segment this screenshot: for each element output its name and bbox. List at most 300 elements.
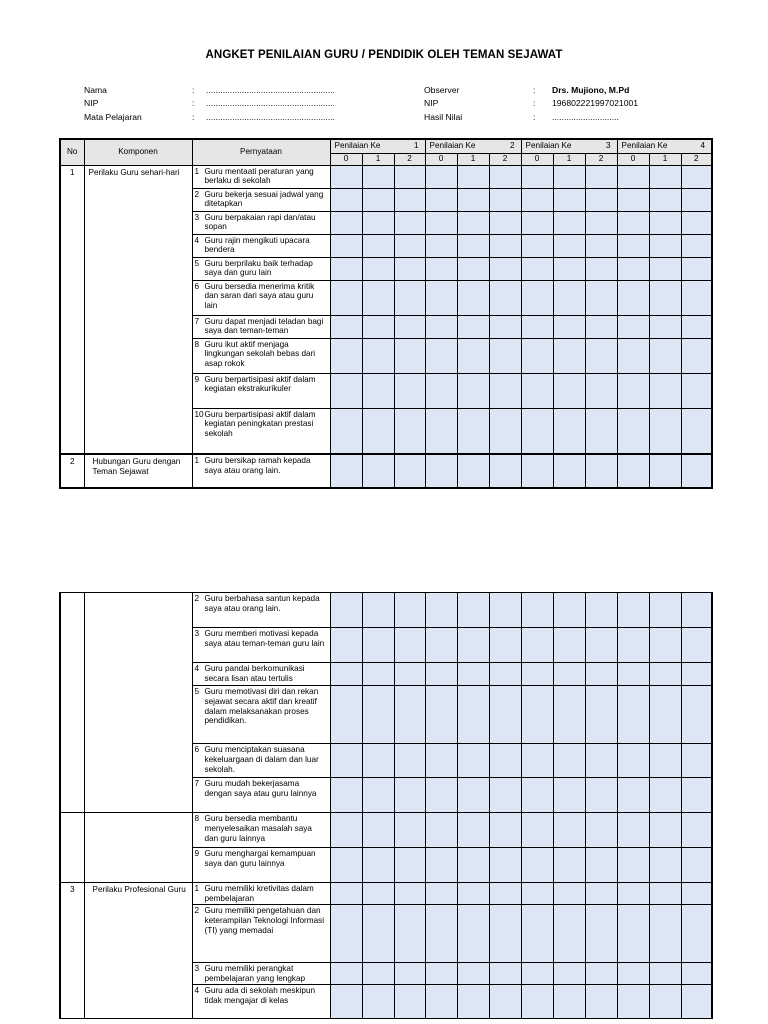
score-cell[interactable] [425, 963, 457, 985]
score-cell[interactable] [617, 188, 649, 211]
score-cell[interactable] [489, 188, 521, 211]
score-cell[interactable] [489, 686, 521, 744]
score-cell[interactable] [394, 628, 425, 663]
score-cell[interactable] [553, 257, 585, 280]
score-cell[interactable] [617, 408, 649, 454]
score-cell[interactable] [681, 188, 712, 211]
statement-text: Guru menciptakan suasana kekeluargaan di dalam dan luar sekolah. [204, 745, 319, 774]
score-cell[interactable] [394, 408, 425, 454]
score-cell[interactable] [553, 234, 585, 257]
score-cell[interactable] [553, 280, 585, 315]
score-cell[interactable] [425, 848, 457, 883]
score-cell[interactable] [585, 257, 617, 280]
statement-cell [192, 593, 330, 628]
table-row [60, 454, 712, 488]
score-cell[interactable] [617, 280, 649, 315]
statement-cell [192, 280, 330, 315]
score-cell[interactable] [330, 985, 362, 1019]
score-cell[interactable] [617, 663, 649, 686]
section-number: 1 [60, 165, 84, 454]
score-cell[interactable] [521, 663, 553, 686]
score-cell[interactable] [362, 663, 394, 686]
score-cell[interactable] [553, 408, 585, 454]
score-cell[interactable] [681, 593, 712, 628]
score-cell[interactable] [457, 744, 489, 778]
score-cell[interactable] [489, 985, 521, 1019]
score-cell[interactable] [330, 628, 362, 663]
score-cell[interactable] [394, 234, 425, 257]
score-cell[interactable] [425, 628, 457, 663]
score-cell[interactable] [394, 985, 425, 1019]
score-cell[interactable] [457, 257, 489, 280]
score-cell[interactable] [394, 813, 425, 848]
score-cell[interactable] [681, 408, 712, 454]
score-cell[interactable] [394, 257, 425, 280]
score-cell[interactable] [553, 454, 585, 488]
score-cell[interactable] [425, 373, 457, 408]
score-cell[interactable] [362, 848, 394, 883]
score-cell[interactable] [617, 257, 649, 280]
score-cell[interactable] [457, 883, 489, 905]
score-cell[interactable] [649, 280, 681, 315]
score-cell[interactable] [553, 905, 585, 963]
score-cell[interactable] [330, 165, 362, 188]
score-cell[interactable] [649, 813, 681, 848]
score-cell[interactable] [553, 593, 585, 628]
score-cell[interactable] [362, 373, 394, 408]
score-cell[interactable] [553, 848, 585, 883]
score-cell[interactable] [457, 593, 489, 628]
score-cell[interactable] [649, 985, 681, 1019]
score-cell[interactable] [681, 165, 712, 188]
score-cell[interactable] [425, 593, 457, 628]
score-cell[interactable] [330, 905, 362, 963]
score-cell[interactable] [330, 188, 362, 211]
score-cell[interactable] [362, 454, 394, 488]
score-cell[interactable] [362, 234, 394, 257]
score-cell[interactable] [425, 188, 457, 211]
score-cell[interactable] [617, 778, 649, 813]
score-cell[interactable] [489, 315, 521, 338]
score-cell[interactable] [521, 778, 553, 813]
score-cell[interactable] [489, 373, 521, 408]
score-cell[interactable] [649, 963, 681, 985]
score-cell[interactable] [330, 257, 362, 280]
statement-number: 4 [194, 664, 200, 673]
score-cell[interactable] [330, 454, 362, 488]
score-cell[interactable] [425, 234, 457, 257]
score-cell[interactable] [617, 593, 649, 628]
score-cell[interactable] [457, 338, 489, 373]
score-cell[interactable] [489, 593, 521, 628]
score-cell[interactable] [585, 628, 617, 663]
score-cell[interactable] [553, 663, 585, 686]
score-cell[interactable] [617, 813, 649, 848]
score-cell[interactable] [585, 373, 617, 408]
score-cell[interactable] [649, 454, 681, 488]
score-cell[interactable] [585, 454, 617, 488]
score-cell[interactable] [330, 408, 362, 454]
score-cell[interactable] [585, 848, 617, 883]
score-cell[interactable] [617, 628, 649, 663]
info-label: Observer [424, 85, 460, 95]
score-cell[interactable] [489, 211, 521, 234]
score-cell[interactable] [553, 211, 585, 234]
score-cell[interactable] [553, 373, 585, 408]
score-cell[interactable] [489, 257, 521, 280]
score-cell[interactable] [649, 211, 681, 234]
score-cell[interactable] [394, 778, 425, 813]
score-cell[interactable] [457, 454, 489, 488]
score-cell[interactable] [489, 905, 521, 963]
score-cell[interactable] [649, 883, 681, 905]
score-cell[interactable] [649, 628, 681, 663]
score-cell[interactable] [521, 813, 553, 848]
score-cell[interactable] [425, 211, 457, 234]
score-cell[interactable] [649, 663, 681, 686]
score-cell[interactable] [457, 905, 489, 963]
score-cell[interactable] [585, 686, 617, 744]
score-cell[interactable] [425, 257, 457, 280]
score-cell[interactable] [585, 188, 617, 211]
score-cell[interactable] [585, 338, 617, 373]
score-cell[interactable] [681, 883, 712, 905]
score-cell[interactable] [489, 744, 521, 778]
score-cell[interactable] [457, 211, 489, 234]
score-cell[interactable] [521, 211, 553, 234]
score-cell[interactable] [521, 454, 553, 488]
statement-cell [192, 234, 330, 257]
score-cell[interactable] [362, 593, 394, 628]
score-cell[interactable] [553, 628, 585, 663]
score-cell[interactable] [649, 778, 681, 813]
score-cell[interactable] [521, 280, 553, 315]
score-cell[interactable] [617, 848, 649, 883]
score-cell[interactable] [425, 744, 457, 778]
score-cell[interactable] [649, 848, 681, 883]
score-cell[interactable] [394, 165, 425, 188]
score-cell[interactable] [425, 985, 457, 1019]
score-cell[interactable] [617, 744, 649, 778]
score-cell[interactable] [394, 315, 425, 338]
score-cell[interactable] [330, 963, 362, 985]
score-cell[interactable] [521, 744, 553, 778]
score-cell[interactable] [617, 338, 649, 373]
score-cell[interactable] [489, 848, 521, 883]
score-cell[interactable] [649, 165, 681, 188]
score-cell[interactable] [617, 985, 649, 1019]
score-cell[interactable] [362, 338, 394, 373]
score-cell[interactable] [362, 188, 394, 211]
score-cell[interactable] [649, 373, 681, 408]
score-cell[interactable] [330, 686, 362, 744]
info-row-nip: NIP : ...................................................... [84, 97, 335, 110]
score-cell[interactable] [394, 454, 425, 488]
score-cell[interactable] [681, 985, 712, 1019]
score-cell[interactable] [585, 234, 617, 257]
score-cell[interactable] [394, 188, 425, 211]
score-cell[interactable] [489, 165, 521, 188]
score-cell[interactable] [330, 338, 362, 373]
score-cell[interactable] [649, 686, 681, 744]
header-row [60, 139, 712, 153]
score-cell[interactable] [425, 663, 457, 686]
score-cell[interactable] [681, 963, 712, 985]
score-cell[interactable] [362, 883, 394, 905]
score-cell[interactable] [330, 315, 362, 338]
score-cell[interactable] [681, 628, 712, 663]
score-cell[interactable] [649, 188, 681, 211]
score-cell[interactable] [617, 905, 649, 963]
score-cell[interactable] [681, 663, 712, 686]
score-cell[interactable] [362, 628, 394, 663]
score-cell[interactable] [425, 905, 457, 963]
score-cell[interactable] [394, 905, 425, 963]
score-cell[interactable] [425, 686, 457, 744]
score-cell[interactable] [681, 338, 712, 373]
score-cell[interactable] [521, 985, 553, 1019]
score-cell[interactable] [553, 315, 585, 338]
score-cell[interactable] [585, 315, 617, 338]
score-cell[interactable] [489, 813, 521, 848]
score-cell[interactable] [585, 211, 617, 234]
score-cell[interactable] [617, 165, 649, 188]
score-cell[interactable] [553, 963, 585, 985]
observer-info [424, 84, 638, 124]
score-cell[interactable] [362, 257, 394, 280]
score-cell[interactable] [585, 744, 617, 778]
info-value: ...................................................... [206, 98, 335, 109]
score-cell[interactable] [457, 813, 489, 848]
score-cell[interactable] [521, 883, 553, 905]
score-cell[interactable] [362, 963, 394, 985]
score-cell[interactable] [617, 883, 649, 905]
score-cell[interactable] [457, 188, 489, 211]
score-cell[interactable] [553, 686, 585, 744]
score-cell[interactable] [553, 188, 585, 211]
score-cell[interactable] [425, 338, 457, 373]
score-cell[interactable] [457, 963, 489, 985]
statement-number: 7 [194, 779, 200, 788]
score-cell[interactable] [521, 373, 553, 408]
statement-cell [192, 985, 330, 1019]
score-cell[interactable] [521, 165, 553, 188]
score-cell[interactable] [394, 963, 425, 985]
score-cell[interactable] [362, 744, 394, 778]
score-cell[interactable] [489, 663, 521, 686]
score-cell[interactable] [457, 280, 489, 315]
score-cell[interactable] [521, 963, 553, 985]
score-cell[interactable] [330, 813, 362, 848]
score-cell[interactable] [457, 373, 489, 408]
score-cell[interactable] [489, 408, 521, 454]
score-cell[interactable] [649, 744, 681, 778]
score-cell[interactable] [425, 454, 457, 488]
score-cell[interactable] [681, 373, 712, 408]
score-cell[interactable] [425, 883, 457, 905]
score-cell[interactable] [553, 744, 585, 778]
score-cell[interactable] [362, 686, 394, 744]
statement-number: 3 [194, 212, 200, 222]
score-cell[interactable] [489, 280, 521, 315]
score-cell[interactable] [489, 778, 521, 813]
score-cell[interactable] [617, 373, 649, 408]
score-cell[interactable] [394, 686, 425, 744]
score-cell[interactable] [425, 813, 457, 848]
statement-cell [192, 628, 330, 663]
statement-text: Guru bersedia menerima kritik dan saran dari saya atau guru lain [204, 281, 315, 311]
score-cell[interactable] [521, 408, 553, 454]
score-cell[interactable] [330, 883, 362, 905]
score-cell[interactable] [425, 280, 457, 315]
score-cell[interactable] [489, 454, 521, 488]
score-cell[interactable] [681, 211, 712, 234]
score-cell[interactable] [585, 985, 617, 1019]
score-cell[interactable] [649, 315, 681, 338]
score-cell[interactable] [362, 778, 394, 813]
score-cell[interactable] [521, 686, 553, 744]
score-cell[interactable] [617, 963, 649, 985]
score-cell[interactable] [425, 315, 457, 338]
score-cell[interactable] [394, 663, 425, 686]
score-cell[interactable] [521, 257, 553, 280]
score-cell[interactable] [585, 663, 617, 686]
score-cell[interactable] [362, 905, 394, 963]
score-cell[interactable] [457, 686, 489, 744]
score-cell[interactable] [617, 686, 649, 744]
score-cell[interactable] [394, 373, 425, 408]
score-cell[interactable] [457, 315, 489, 338]
score-cell[interactable] [330, 280, 362, 315]
score-cell[interactable] [649, 408, 681, 454]
info-row-observer-nip: NIP : 196802221997021001 [424, 97, 638, 110]
score-cell[interactable] [362, 813, 394, 848]
score-cell[interactable] [330, 373, 362, 408]
score-cell[interactable] [617, 315, 649, 338]
score-cell[interactable] [553, 985, 585, 1019]
score-cell[interactable] [681, 454, 712, 488]
score-cell[interactable] [457, 848, 489, 883]
score-cell[interactable] [617, 454, 649, 488]
score-cell[interactable] [681, 234, 712, 257]
score-cell[interactable] [425, 778, 457, 813]
score-cell[interactable] [330, 848, 362, 883]
score-cell[interactable] [521, 848, 553, 883]
score-cell[interactable] [553, 165, 585, 188]
score-cell[interactable] [457, 628, 489, 663]
score-cell[interactable] [489, 883, 521, 905]
score-cell[interactable] [394, 338, 425, 373]
score-cell[interactable] [362, 165, 394, 188]
score-cell[interactable] [521, 593, 553, 628]
score-cell[interactable] [457, 985, 489, 1019]
score-cell[interactable] [394, 883, 425, 905]
score-cell[interactable] [681, 744, 712, 778]
score-cell[interactable] [457, 663, 489, 686]
score-cell[interactable] [521, 905, 553, 963]
score-cell[interactable] [362, 985, 394, 1019]
score-cell[interactable] [553, 338, 585, 373]
score-cell[interactable] [489, 963, 521, 985]
score-cell[interactable] [489, 234, 521, 257]
page-title: ANGKET PENILAIAN GURU / PENDIDIK OLEH TEMAN SEJAWAT [205, 49, 563, 61]
score-cell[interactable] [457, 165, 489, 188]
score-cell[interactable] [362, 280, 394, 315]
score-cell[interactable] [585, 165, 617, 188]
score-cell[interactable] [362, 315, 394, 338]
score-cell[interactable] [585, 593, 617, 628]
statement-number: 8 [194, 814, 200, 823]
score-cell[interactable] [394, 744, 425, 778]
score-cell[interactable] [521, 315, 553, 338]
score-cell[interactable] [362, 408, 394, 454]
score-cell[interactable] [457, 778, 489, 813]
score-cell[interactable] [457, 234, 489, 257]
score-cell[interactable] [681, 686, 712, 744]
score-cell[interactable] [553, 813, 585, 848]
score-cell[interactable] [681, 778, 712, 813]
score-cell[interactable] [330, 744, 362, 778]
score-cell[interactable] [585, 883, 617, 905]
score-cell[interactable] [425, 165, 457, 188]
score-cell[interactable] [394, 593, 425, 628]
score-cell[interactable] [681, 257, 712, 280]
score-cell[interactable] [362, 211, 394, 234]
score-cell[interactable] [330, 663, 362, 686]
score-cell[interactable] [394, 848, 425, 883]
score-cell[interactable] [425, 408, 457, 454]
score-cell[interactable] [521, 628, 553, 663]
score-cell[interactable] [394, 211, 425, 234]
score-cell[interactable] [585, 408, 617, 454]
score-cell[interactable] [617, 211, 649, 234]
score-cell[interactable] [330, 593, 362, 628]
score-cell[interactable] [649, 234, 681, 257]
score-cell[interactable] [681, 848, 712, 883]
score-cell[interactable] [585, 778, 617, 813]
score-cell[interactable] [330, 234, 362, 257]
score-cell[interactable] [330, 211, 362, 234]
score-cell[interactable] [681, 813, 712, 848]
score-cell[interactable] [649, 257, 681, 280]
score-cell[interactable] [521, 234, 553, 257]
score-0: 0 [425, 153, 457, 165]
score-cell[interactable] [330, 778, 362, 813]
score-cell[interactable] [681, 315, 712, 338]
score-cell[interactable] [649, 593, 681, 628]
score-cell[interactable] [585, 280, 617, 315]
statement-text: Guru bersikap ramah kepada saya atau orang lain. [204, 456, 311, 475]
score-cell[interactable] [457, 408, 489, 454]
score-cell[interactable] [585, 963, 617, 985]
score-cell[interactable] [521, 188, 553, 211]
score-cell[interactable] [681, 905, 712, 963]
score-cell[interactable] [521, 338, 553, 373]
score-cell[interactable] [553, 778, 585, 813]
score-cell[interactable] [681, 280, 712, 315]
score-cell[interactable] [649, 338, 681, 373]
score-cell[interactable] [649, 905, 681, 963]
info-value: ............................ [552, 111, 619, 122]
score-cell[interactable] [617, 234, 649, 257]
score-cell[interactable] [585, 905, 617, 963]
score-2: 2 [681, 153, 712, 165]
score-cell[interactable] [489, 628, 521, 663]
score-cell[interactable] [585, 813, 617, 848]
score-cell[interactable] [489, 338, 521, 373]
score-cell[interactable] [394, 280, 425, 315]
score-cell[interactable] [553, 883, 585, 905]
